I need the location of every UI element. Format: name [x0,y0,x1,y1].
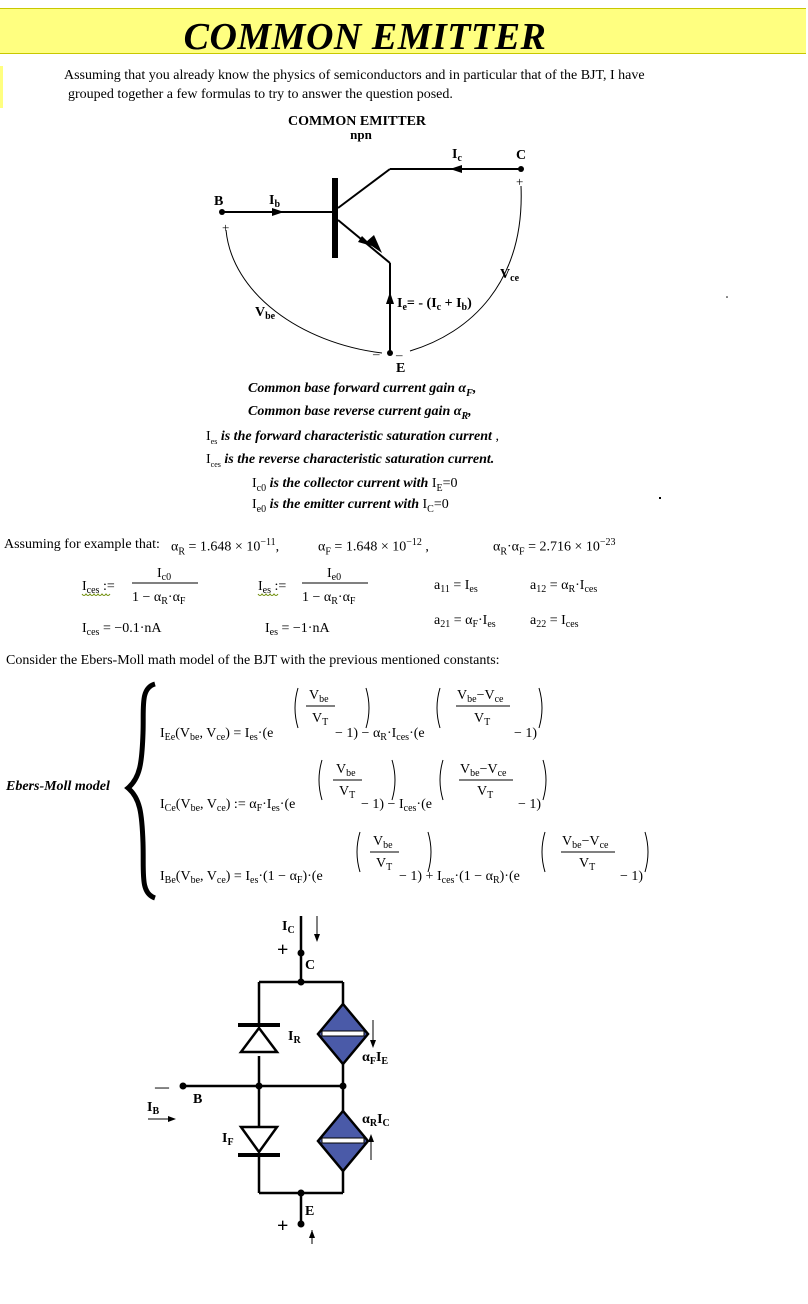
ic-terminal-label: $I_C$ [282,919,295,936]
svg-text:Vbe−Vce: $V_{be}-V_{ce}$ [457,688,504,705]
definition-ices: $I_{ces}$ is the reverse characteristic saturation current. [206,452,495,469]
svg-text:1 − αR·αF: $1 - \alpha_R\cdot\alpha_F$ [302,590,356,607]
svg-text:VT: $V_T$ [477,784,494,801]
title-banner [0,8,806,58]
intro-line-1: Assuming that you already know the physics of semiconductors and in particular that of the BJT, I have [64,68,645,83]
ie-arrow [386,292,394,304]
source-reverse-label: $\alpha_RI_C$ [362,1112,390,1129]
node-c-label: C [516,148,527,163]
ic-label: $I_c$ [452,147,462,164]
definition-ic0: $I_{c0}$ is the collector current with $I_E=0$ [252,476,458,494]
svg-text:VT: $V_T$ [312,711,329,728]
svg-text:VT: $V_T$ [579,856,596,873]
ir-label: $I_R$ [288,1029,301,1046]
svg-text:Vbe: $V_{be}$ [336,762,356,779]
svg-text:− 1) + Ices·(1 − αR)·(e: − $1) + I_{ces}\cdot(1 - \alpha_R)\cdot(e$ [399,869,520,886]
diode-f [241,1127,277,1152]
vce-minus: – [396,347,403,362]
svg-text:Vbe: $V_{be}$ [309,688,329,705]
vbe-label: $V_{be}$ [255,305,276,322]
definition-alpha-r: Common base reverse current gain $\alpha_R$, [248,404,472,422]
diode-r [241,1028,277,1052]
ic-arrow [450,165,462,173]
svg-text:− 1): − 1) [620,869,644,884]
node-b-label: B [214,194,224,209]
collector-diagonal [338,169,390,208]
svg-text:− 1): − 1) [518,797,542,812]
svg-text:− 1): − 1) [514,726,538,741]
ib-equation-lhs: $I_{Be}(V_{be}$, $V_{ce}) = I_{es}\cdot(1 - \alpha_F)\cdot(e$ [160,869,323,886]
vbe-arc [226,230,382,353]
svg-text:− 1) − αR·Ices·(e: − $1) - \alpha_R\cdot I_{ces}\cdot(e$ [335,726,425,743]
e-node-label: E [305,1204,315,1219]
common-emitter-circuit [0,108,808,378]
svg-text:VT: $V_T$ [339,784,356,801]
b-minus: — [155,1080,169,1095]
circuit-title: COMMON EMITTER [287,114,427,129]
emitter-terminal [387,350,393,356]
ices-numerator: $I_{c0}$ [157,566,172,583]
definition-ie0: $I_{e0}$ is the emitter current with $I_C=0$ [252,497,449,515]
base-bar [332,178,338,258]
example-lead: Assuming for example that: [4,537,160,552]
vce-label: $V_{ce}$ [500,267,520,284]
base-terminal [219,209,225,215]
ib-terminal-label: $I_B$ [147,1100,160,1117]
b-node-label: B [193,1092,203,1107]
vce-plus: + [516,174,524,189]
a12: $a_{12} = \alpha_R\cdot I_{ces}$ [530,578,598,595]
ies-numerator: $I_{e0}$ [327,566,342,583]
saturation-definitions [0,556,808,642]
ebers-moll-equivalent-circuit [0,906,808,1250]
c-node-label: C [305,958,316,973]
definition-alpha-f: Common base forward current gain $\alpha_F$, [248,381,477,399]
ic-equation-lhs: $I_{Ce}(V_{be}$, $V_{ce}$) := $\alpha_F\cdot I_{es}\cdot(e$ [160,797,296,814]
ib-label: $I_b$ [269,193,281,210]
if-label: $I_F$ [222,1131,234,1148]
ices-name: $I_{ces}$ := [82,579,115,596]
ices-value: $I_{ces} = -0.1\cdot nA$ [82,621,162,638]
alpha-product-value: $\alpha_R\cdot\alpha_F = 2.716 \times 10^{-23}$ [493,537,616,558]
svg-text:VT: $V_T$ [474,711,491,728]
vbe-minus: – [373,346,380,361]
intro-line-2: grouped together a few formulas to try to answer the question posed. [68,87,453,102]
ebers-moll-equations [0,678,808,906]
c-plus: + [277,939,289,961]
ie-label: $I_e= - (I_c + I_b)$ [397,296,472,313]
svg-text:VT: $V_T$ [376,856,393,873]
left-accent-bar [0,66,3,108]
svg-text:Vbe−Vce: $V_{be}-V_{ce}$ [460,762,507,779]
svg-text:Vbe−Vce: $V_{be}-V_{ce}$ [562,834,609,851]
svg-text:1 − αR·αF: $1 - \alpha_R\cdot\alpha_F$ [132,590,186,607]
model-label: Ebers-Moll model [6,779,110,794]
svg-text:− 1) − Ices·(e: − $1) - I_{ces}\cdot(e$ [361,797,432,814]
ies-value: $I_{es} = -1\cdot nA$ [265,621,330,638]
ies-name: $I_{es}$ := [258,579,287,596]
e-plus: + [277,1215,289,1237]
alpha-r-value: $\alpha_R = 1.648 \times 10^{-11}$, [171,537,280,558]
a21: $a_{21} = \alpha_F\cdot I_{es}$ [434,613,496,630]
source-forward-label: $\alpha_FI_E$ [362,1050,389,1067]
page-title: COMMON EMITTER [183,16,547,58]
collector-terminal [518,166,524,172]
alpha-f-value: $\alpha_F = 1.648 \times 10^{-12}$ , [318,537,429,558]
model-intro: Consider the Ebers-Moll math model of the BJT with the previous mentioned constants: [6,653,500,668]
a22: $a_{22} = I_{ces}$ [530,613,579,630]
ie-equation-lhs: $I_{Ee}(V_{be}$, $V_{ce}) = I_{es}\cdot(e$ [160,726,274,743]
vbe-plus: + [222,220,230,235]
definition-ies: $I_{es}$ is the forward characteristic saturation current , [206,429,499,446]
svg-text:Vbe: $V_{be}$ [373,834,393,851]
a11: $a_{11} = I_{es}$ [434,578,478,595]
circuit-subtitle: npn [350,127,372,142]
intro-paragraph [64,66,645,104]
node-e-label: E [396,361,406,376]
